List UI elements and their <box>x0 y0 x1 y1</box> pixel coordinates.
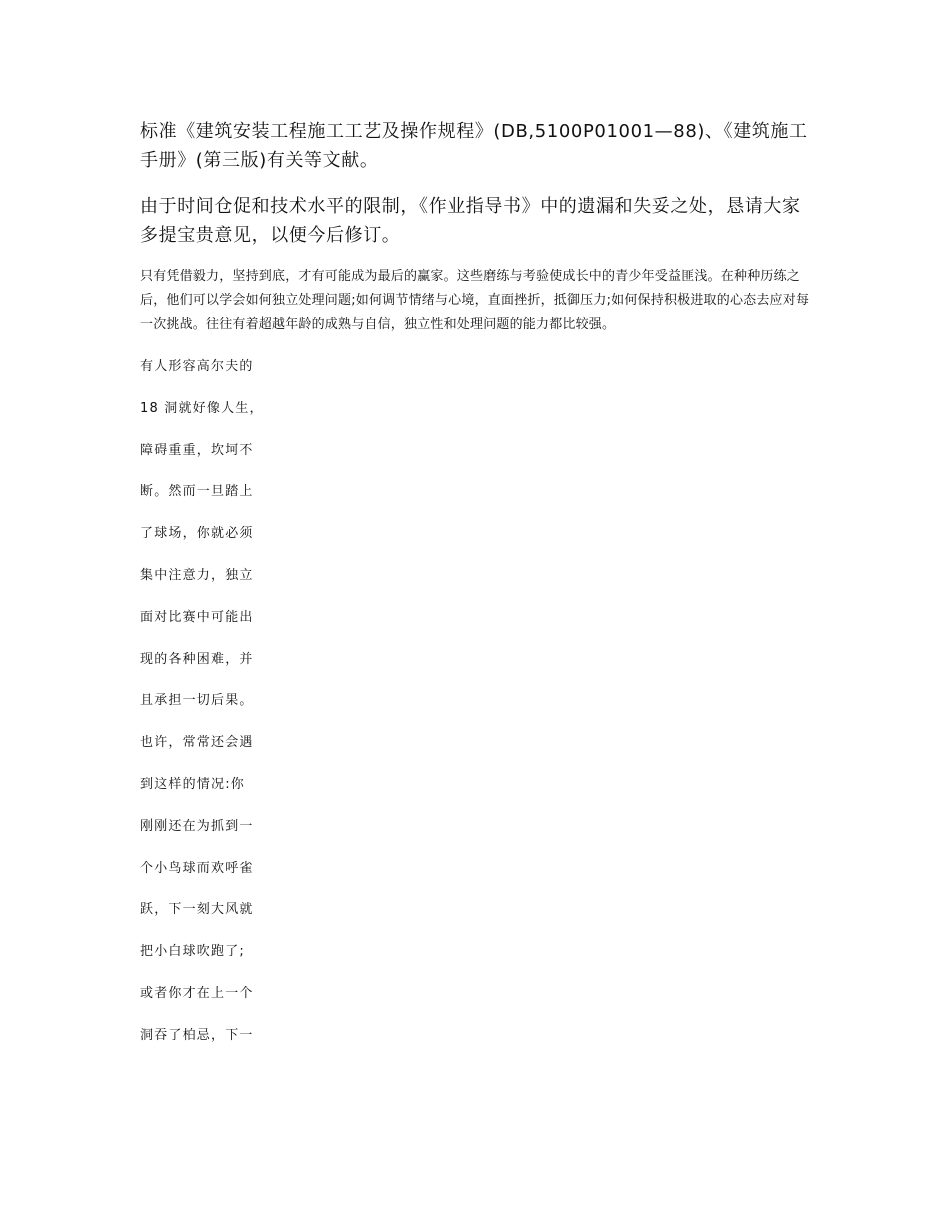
text-line: 刚刚还在为抓到一 <box>140 818 254 834</box>
perseverance-paragraph: 只有凭借毅力，坚持到底，才有可能成为最后的赢家。这些磨练与考验使成长中的青少年受益匪浅。在种种历练之后，他们可以学会如何独立处理问题;如何调节情绪与心境，直面挫折，抵御压力;如何保持积极进取的心态去应对每一次挑战。往往有着超越年龄的成熟与自信，独立性和处理问题的能力都比较强。 <box>140 269 810 332</box>
text-line: 也许，常常还会遇 <box>140 735 254 751</box>
text-line: 障碍重重，坎坷不 <box>140 442 254 458</box>
text-line: 到这样的情况:你 <box>140 776 245 792</box>
reference-paragraph: 标准《建筑安装工程施工工艺及操作规程》(DB,5100P01001—88)、《建筑施工手册》(第三版)有关等文献。 <box>140 121 808 171</box>
text-line: 了球场，你就必须 <box>140 526 254 542</box>
text-line: 现的各种困难，并 <box>140 651 254 667</box>
text-line: 断。然而一旦踏上 <box>140 484 254 500</box>
text-line: 有人形容高尔夫的 <box>140 359 254 374</box>
disclaimer-paragraph: 由于时间仓促和技术水平的限制，《作业指导书》中的遗漏和失妥之处，恳请大家多提宝贵意见，以便今后修订。 <box>140 196 801 246</box>
golf-text-column <box>140 357 812 1068</box>
text-line: 集中注意力，独立 <box>140 567 254 583</box>
text-line: 个小鸟球而欢呼雀 <box>140 860 254 876</box>
document-body <box>140 117 812 1068</box>
text-line: 18 洞就好像人生， <box>140 400 264 416</box>
text-line: 且承担一切后果。 <box>140 693 254 709</box>
text-line: 把小白球吹跑了; <box>140 944 245 960</box>
text-line: 或者你才在上一个 <box>140 985 254 1001</box>
text-line: 洞吞了柏忌，下一 <box>140 1027 254 1043</box>
text-line: 跃，下一刻大风就 <box>140 902 254 918</box>
text-line: 面对比赛中可能出 <box>140 609 254 625</box>
